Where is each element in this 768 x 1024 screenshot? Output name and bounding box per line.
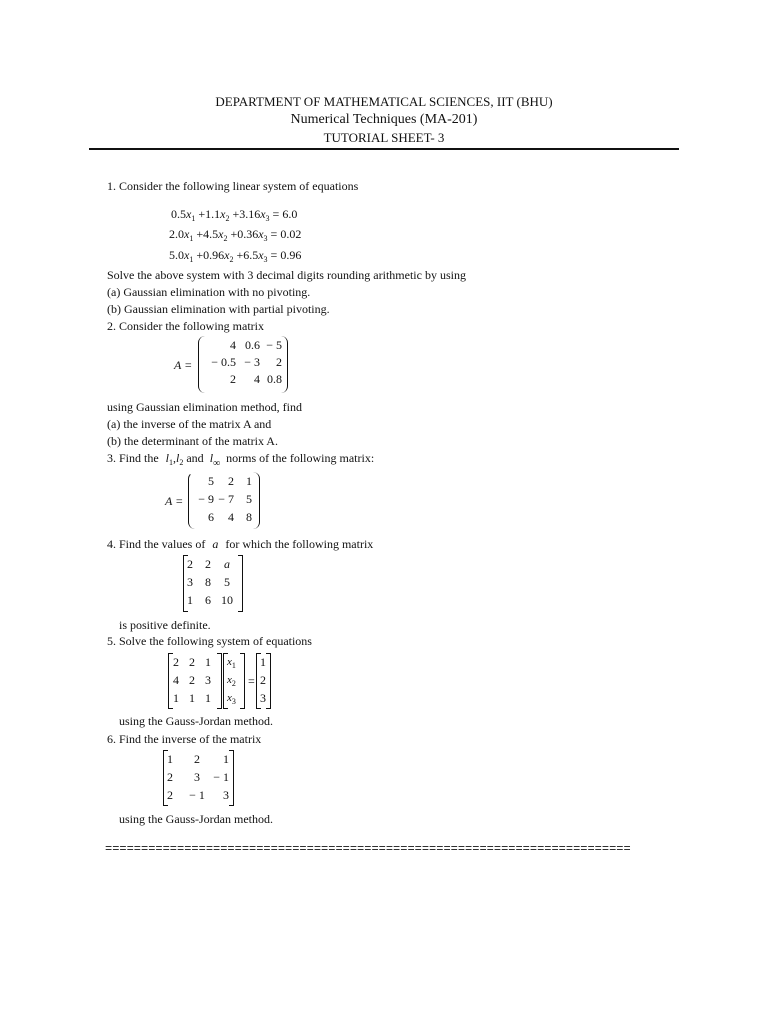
matrix-cell: − 9 xyxy=(198,492,214,506)
matrix-cell: 1 xyxy=(246,474,252,488)
matrix-cell: 3 xyxy=(194,770,200,784)
matrix-cell: a xyxy=(224,557,230,571)
matrix-cell: 1 xyxy=(167,752,173,766)
matrix-cell: 2 xyxy=(173,655,179,669)
matrix-cell: 2 xyxy=(228,474,234,488)
q1-equation-3: $5.0x_1 +0.96x_2 +6.5x_3 = 0.96$ xyxy=(169,248,302,264)
q3-matrix-label: A = xyxy=(165,494,184,508)
matrix-cell: 3 xyxy=(187,575,193,589)
matrix-cell: 2 xyxy=(167,770,173,784)
left-paren xyxy=(198,336,205,393)
q1-intro: 1. Consider the following linear system of equations xyxy=(107,179,359,193)
q5-rhs-vector xyxy=(256,653,271,709)
matrix-cell: 4 xyxy=(254,372,260,386)
right-bracket xyxy=(240,653,245,709)
matrix-cell: 3 xyxy=(223,788,229,802)
q1-equation-2: $2.0x_1 +4.5x_2 +0.36x_3 = 0.02$ xyxy=(169,227,302,243)
q4-matrix xyxy=(183,555,243,612)
matrix-cell: 6 xyxy=(208,510,214,524)
matrix-cell: − 1 xyxy=(189,788,205,802)
right-paren xyxy=(281,336,288,393)
q3-matrix xyxy=(188,472,260,529)
matrix-cell: 5 xyxy=(246,492,252,506)
matrix-cell: 2 xyxy=(205,557,211,571)
q2-method-text: using Gaussian elimination method, find xyxy=(107,400,302,414)
matrix-cell: 2 xyxy=(167,788,173,802)
matrix-cell: 1 xyxy=(189,691,195,705)
matrix-cell: 4 xyxy=(230,338,236,352)
matrix-cell: 2 xyxy=(230,372,236,386)
matrix-cell: − 0.5 xyxy=(211,355,236,369)
course-title: Numerical Techniques (MA-201) xyxy=(290,112,478,127)
department-title: DEPARTMENT OF MATHEMATICAL SCIENCES, IIT (BHU) xyxy=(215,94,553,109)
q3-prompt: 3. Find the $l_1,l_2$ and $l_\infty$ norms of the following matrix: xyxy=(107,451,375,469)
q2-matrix xyxy=(198,336,288,393)
q6-intro: 6. Find the inverse of the matrix xyxy=(107,732,262,746)
q2-matrix-label: A = xyxy=(174,358,193,372)
matrix-cell: 8 xyxy=(246,510,252,524)
q1-part-b: (b) Gaussian elimination with partial pivoting. xyxy=(107,302,330,316)
q2-part-a: (a) the inverse of the matrix A and xyxy=(107,417,272,431)
q2-part-b: (b) the determinant of the matrix A. xyxy=(107,434,278,448)
matrix-cell: 0.6 xyxy=(245,338,260,352)
matrix-cell: 5 xyxy=(224,575,230,589)
matrix-cell: 1 xyxy=(223,752,229,766)
q6-matrix xyxy=(163,750,234,806)
header-rule xyxy=(89,148,679,150)
sheet-title: TUTORIAL SHEET- 3 xyxy=(323,130,445,145)
matrix-cell: 4 xyxy=(173,673,179,687)
q5-variable-vector: $x_1$ $x_2$ $x_3$ xyxy=(223,653,245,709)
q5-intro: 5. Solve the following system of equations xyxy=(107,634,312,648)
matrix-cell: 10 xyxy=(221,593,233,607)
matrix-cell: 1 xyxy=(205,655,211,669)
matrix-cell: 8 xyxy=(205,575,211,589)
q2-intro: 2. Consider the following matrix xyxy=(107,319,264,333)
matrix-cell: 2 xyxy=(194,752,200,766)
matrix-cell: 0.8 xyxy=(267,372,282,386)
q1-solve-text: Solve the above system with 3 decimal digits rounding arithmetic by using xyxy=(107,268,466,282)
q5-method: using the Gauss-Jordan method. xyxy=(119,714,273,728)
matrix-cell: 1 xyxy=(187,593,193,607)
q4-prompt: 4. Find the values of a for which the following matrix xyxy=(107,537,374,551)
q1-part-a: (a) Gaussian elimination with no pivoting. xyxy=(107,285,311,299)
matrix-cell: 2 xyxy=(276,355,282,369)
matrix-cell: 2 xyxy=(189,673,195,687)
matrix-cell: 1 xyxy=(205,691,211,705)
footer-double-rule: ========================================================================= xyxy=(105,842,631,856)
matrix-cell: 4 xyxy=(228,510,234,524)
q5-coefficient-matrix xyxy=(168,653,222,709)
q5-equals: = xyxy=(248,674,255,688)
rhs-cell: 1 xyxy=(260,655,266,669)
matrix-cell: 6 xyxy=(205,593,211,607)
matrix-cell: 2 xyxy=(187,557,193,571)
q6-method: using the Gauss-Jordan method. xyxy=(119,812,273,826)
q1-equation-1: $0.5x_1 +1.1x_2 +3.16x_3 = 6.0$ xyxy=(171,207,298,223)
matrix-cell: − 1 xyxy=(213,770,229,784)
matrix-cell: 1 xyxy=(173,691,179,705)
q4-tail: is positive definite. xyxy=(119,618,211,632)
matrix-cell: 3 xyxy=(205,673,211,687)
matrix-cell: 2 xyxy=(189,655,195,669)
right-paren xyxy=(253,472,260,529)
right-bracket xyxy=(266,653,271,709)
matrix-cell: − 3 xyxy=(244,355,260,369)
rhs-cell: 3 xyxy=(260,691,266,705)
matrix-cell: − 5 xyxy=(266,338,282,352)
rhs-cell: 2 xyxy=(260,673,266,687)
matrix-cell: − 7 xyxy=(218,492,234,506)
matrix-cell: 5 xyxy=(208,474,214,488)
